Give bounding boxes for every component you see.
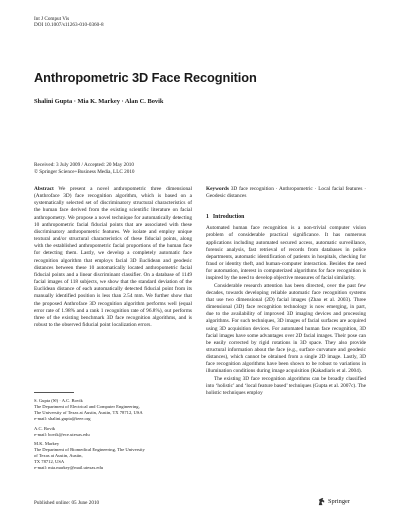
journal-header — [34, 16, 104, 29]
affiliation-gupta-bovik — [34, 398, 192, 422]
section-title: Introduction — [212, 214, 245, 221]
received-accepted: Received: 3 July 2009 / Accepted: 20 May 2010 — [34, 162, 134, 168]
affiliation-bovik — [34, 426, 192, 438]
springer-horse-icon — [317, 497, 326, 506]
abstract-heading: Abstract — [34, 186, 54, 192]
intro-paragraph-1: Automated human face recognition is a non-trivial computer vision problem of considerable practical significance. It has numerous applications including automated secured access, automatic surveillance, forensic analysis, fast retrieval of records from databases in police departments, automatic identification of patients in hospitals, checking for fraud or identity theft, and human-computer interaction. Besides the need for automation, interest in computerized algorithms for face recognition is inspired by the need to develop objective measures of facial similarity. — [206, 225, 366, 282]
affiliation-line: The Department of Biomedical Engineering, The University — [34, 447, 145, 453]
abstract — [34, 186, 192, 329]
email-markey[interactable]: e-mail: mia.markey@mail.utexas.edu — [34, 465, 104, 471]
journal-name: Int J Comput Vis — [34, 16, 70, 22]
affiliation-line: A.C. Bovik — [34, 425, 56, 431]
affiliation-line: The Department of Electrical and Computer Engineering, — [34, 403, 140, 409]
affiliation-line: of Texas at Austin, Austin, — [34, 453, 83, 459]
paper-title: Anthropometric 3D Face Recognition — [34, 70, 257, 85]
keywords — [206, 186, 366, 200]
springer-logo — [317, 497, 350, 506]
right-column — [206, 186, 366, 397]
section-heading-introduction — [206, 214, 366, 220]
footnote-rule — [34, 392, 74, 393]
email-gupta[interactable]: e-mail: shalini.gupta@ieee.org — [34, 415, 91, 421]
intro-paragraph-3: The existing 3D face recognition algorithms can be broadly classified into ‘holistic’ and ‘local feature based’ techniques (Gupta et al. 2007c). The holistic techniques employ — [206, 375, 366, 396]
left-column — [34, 186, 192, 329]
affiliations — [34, 398, 192, 475]
section-number: 1 — [206, 214, 209, 221]
doi: DOI 10.1007/s11263-010-0360-8 — [34, 22, 104, 29]
email-bovik[interactable]: e-mail: bovik@ece.utexas.edu — [34, 431, 90, 437]
abstract-text: We present a novel anthropometric three dimensional (Anthroface 3D) face recognition algorithm, which is based on a systematically selected set of discriminatory structural characteristics of the human face derived from the existing scientific literature on facial anthropometry. We propose a novel technique for automatically detecting 10 anthropometric facial fiducial points that are associated with these discriminatory anthropometric features. We isolate and employ unique textural and/or structural characteristics of these fiducial points, along with the established anthropometric facial proportions of the human face for detecting them. Lastly, we develop a completely automatic face recognition algorithm that employs facial 3D Euclidean and geodesic distances between these 10 automatically located anthropometric facial fiducial points and a linear discriminant classifier. On a database of 1149 facial images of 118 subjects, we show that the standard deviation of the Euclidean distance of each automatically detected fiducial point from its manually identified position is less than 2.54 mm. We further show that the proposed Anthroface 3D recognition algorithm performs well (equal error rate of 1.98% and a rank 1 recognition rate of 96.8%), out performs three of the existing benchmark 3D face recognition algorithms, and is robust to the observed fiducial point localization errors. — [34, 186, 193, 328]
intro-paragraph-2: Considerable research attention has been directed, over the past few decades, towards developing reliable automatic face recognition systems that use two dimensional (2D) facial images (Zhao et al. 2003). Three dimensional (3D) face recognition technology is now emerging, in part, due to the availability of improved 3D imaging devices and processing algorithms. For such techniques, 3D images of facial surfaces are acquired using 3D acquisition devices. For automated human face recognition, 3D facial images have some advantages over 2D facial images. Their pose can be easily corrected by rigid rotations in 3D space. They also provide structural information about the face (e.g., surface curvature and geodesic distances), which cannot be obtained from a single 2D image. Lastly, 3D face recognition algorithms have been shown to be robust to variations in illumination conditions during image acquisition (Kakadiaris et al. 2004). — [206, 282, 366, 375]
affiliation-line: M.K. Markey — [34, 441, 60, 447]
affiliation-markey — [34, 441, 192, 471]
copyright-notice: © Springer Science+Business Media, LLC 2010 — [34, 168, 135, 175]
published-online: Published online: 05 June 2010 — [34, 500, 100, 506]
keywords-text: 3D face recognition · Anthropometric · Local facial features · Geodesic distances — [206, 186, 366, 200]
keywords-heading: Keywords — [206, 186, 229, 192]
affiliation-line: S. Gupta (✉) · A.C. Bovik — [34, 398, 83, 403]
affiliation-line: The University of Texas at Austin, Austin, TX 78712, USA — [34, 409, 143, 415]
publication-dates — [34, 162, 135, 175]
affiliation-line: TX 78712, USA — [34, 459, 65, 465]
publisher-name: Springer — [328, 498, 351, 505]
author-list: Shalini Gupta · Mia K. Markey · Alan C. Bovik — [34, 98, 164, 105]
